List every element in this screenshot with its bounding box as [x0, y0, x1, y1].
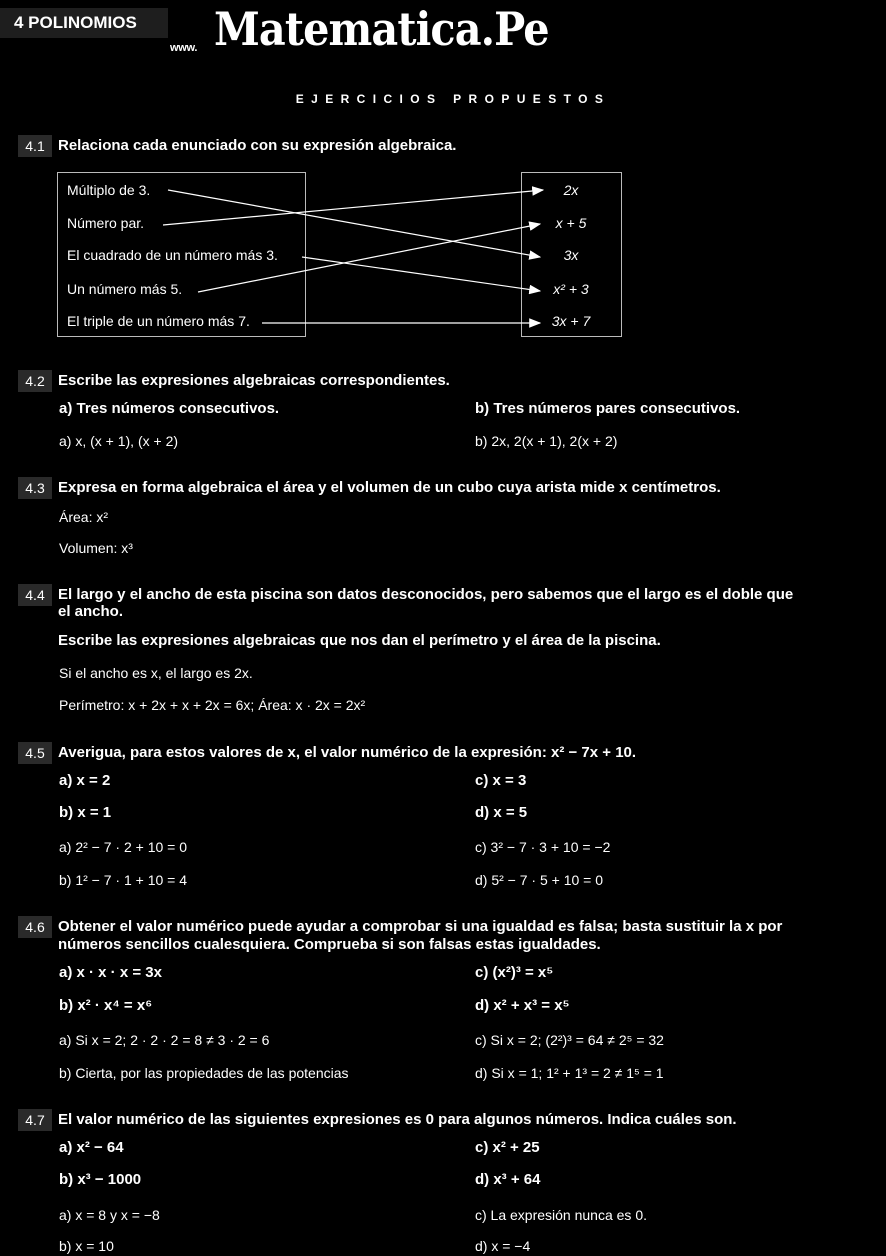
statement-item: El triple de un número más 7. — [67, 313, 250, 329]
answer-b: b) x = 10 — [59, 1238, 114, 1254]
exercise-number: 4.4 — [18, 584, 52, 606]
exercise-statement: Expresa en forma algebraica el área y el volumen de un cubo cuya arista mide x centímetros. — [58, 479, 721, 496]
answer-b: b) 1² − 7 · 1 + 10 = 4 — [59, 872, 188, 888]
item-b: b) x³ − 1000 — [59, 1171, 142, 1188]
answer-b: b) 2x, 2(x + 1), 2(x + 2) — [475, 433, 618, 449]
expression-item: 3x — [563, 247, 579, 263]
answer-d: d) Si x = 1; 1² + 1³ = 2 ≠ 1⁵ = 1 — [475, 1065, 664, 1081]
item-b: b) x² · x⁴ = x⁶ — [59, 997, 153, 1014]
exercise-number: 4.5 — [18, 742, 52, 764]
item-c: c) x = 3 — [475, 772, 527, 789]
arrow-even-number — [163, 190, 543, 225]
exercise-statement: Escribe las expresiones algebraicas correspondientes. — [58, 372, 450, 389]
answer-area: Área: x² — [59, 509, 109, 525]
answer-a: a) Si x = 2; 2 · 2 · 2 = 8 ≠ 3 · 2 = 6 — [59, 1032, 270, 1048]
exercise-statement: El largo y el ancho de esta piscina son datos desconocidos, pero sabemos que el largo es el doble que — [58, 586, 794, 603]
exercise-number: 4.3 — [18, 477, 52, 499]
exercise-number: 4.7 — [18, 1109, 52, 1131]
item-d: d) x³ + 64 — [475, 1171, 541, 1188]
answer-d: d) x = −4 — [475, 1238, 531, 1254]
exercise-number: 4.2 — [18, 370, 52, 392]
expression-item: 2x — [563, 182, 579, 198]
chapter-title: 4 POLINOMIOS — [0, 8, 168, 38]
answer-c: c) La expresión nunca es 0. — [475, 1207, 647, 1223]
expression-item: x + 5 — [555, 215, 587, 231]
answer-c: c) 3² − 7 · 3 + 10 = −2 — [475, 839, 611, 855]
statement-item: El cuadrado de un número más 3. — [67, 247, 278, 263]
answer-d: d) 5² − 7 · 5 + 10 = 0 — [475, 872, 604, 888]
answer-a: a) 2² − 7 · 2 + 10 = 0 — [59, 839, 188, 855]
logo-text: Matematica.Pe — [214, 2, 549, 56]
exercise-number: 4.6 — [18, 916, 52, 938]
exercise-number: 4.1 — [18, 135, 52, 157]
answer-b: b) Cierta, por las propiedades de las potencias — [59, 1065, 349, 1081]
arrow-square-plus-3 — [302, 257, 540, 291]
exercise-statement: Relaciona cada enunciado con su expresión algebraica. — [58, 137, 457, 154]
item-c: c) (x²)³ = x⁵ — [475, 964, 554, 981]
item-b: b) Tres números pares consecutivos. — [475, 400, 741, 417]
matching-arrows — [0, 0, 886, 400]
item-c: c) x² + 25 — [475, 1139, 540, 1156]
statement-item: Un número más 5. — [67, 281, 183, 297]
answer-c: c) Si x = 2; (2²)³ = 64 ≠ 2⁵ = 32 — [475, 1032, 664, 1048]
answer-a: a) x = 8 y x = −8 — [59, 1207, 160, 1223]
exercise-statement: Obtener el valor numérico puede ayudar a comprobar si una igualdad es falsa; basta sustituir la x por — [58, 918, 783, 935]
exercise-instruction: Escribe las expresiones algebraicas que nos dan el perímetro y el área de la piscina. — [58, 632, 661, 649]
item-a: a) Tres números consecutivos. — [59, 400, 280, 417]
section-title: EJERCICIOS PROPUESTOS — [295, 92, 611, 106]
arrow-number-plus-5 — [198, 224, 540, 292]
answer-a: a) x, (x + 1), (x + 2) — [59, 433, 179, 449]
item-a: a) x = 2 — [59, 772, 111, 789]
answer-line: Si el ancho es x, el largo es 2x. — [59, 665, 253, 681]
exercise-statement-cont: el ancho. — [58, 603, 124, 620]
answer-volume: Volumen: x³ — [59, 540, 133, 556]
arrow-multiple-3 — [168, 190, 540, 257]
exercise-statement: El valor numérico de las siguientes expresiones es 0 para algunos números. Indica cuáles son. — [58, 1111, 737, 1128]
exercise-statement-cont: números sencillos cualesquiera. Comprueba si son falsas estas igualdades. — [58, 936, 601, 953]
item-d: d) x = 5 — [475, 804, 528, 821]
answer-line: Perímetro: x + 2x + x + 2x = 6x; Área: x · 2x = 2x² — [59, 697, 366, 713]
statement-item: Número par. — [67, 215, 145, 231]
logo-www: www. — [170, 42, 198, 54]
expression-item: 3x + 7 — [551, 313, 591, 329]
exercise-statement: Averigua, para estos valores de x, el valor numérico de la expresión: x² − 7x + 10. — [58, 744, 637, 761]
expression-item: x² + 3 — [553, 281, 589, 297]
statement-item: Múltiplo de 3. — [67, 182, 151, 198]
item-a: a) x² − 64 — [59, 1139, 124, 1156]
item-a: a) x · x · x = 3x — [59, 964, 162, 981]
item-b: b) x = 1 — [59, 804, 112, 821]
item-d: d) x² + x³ = x⁵ — [475, 997, 570, 1014]
